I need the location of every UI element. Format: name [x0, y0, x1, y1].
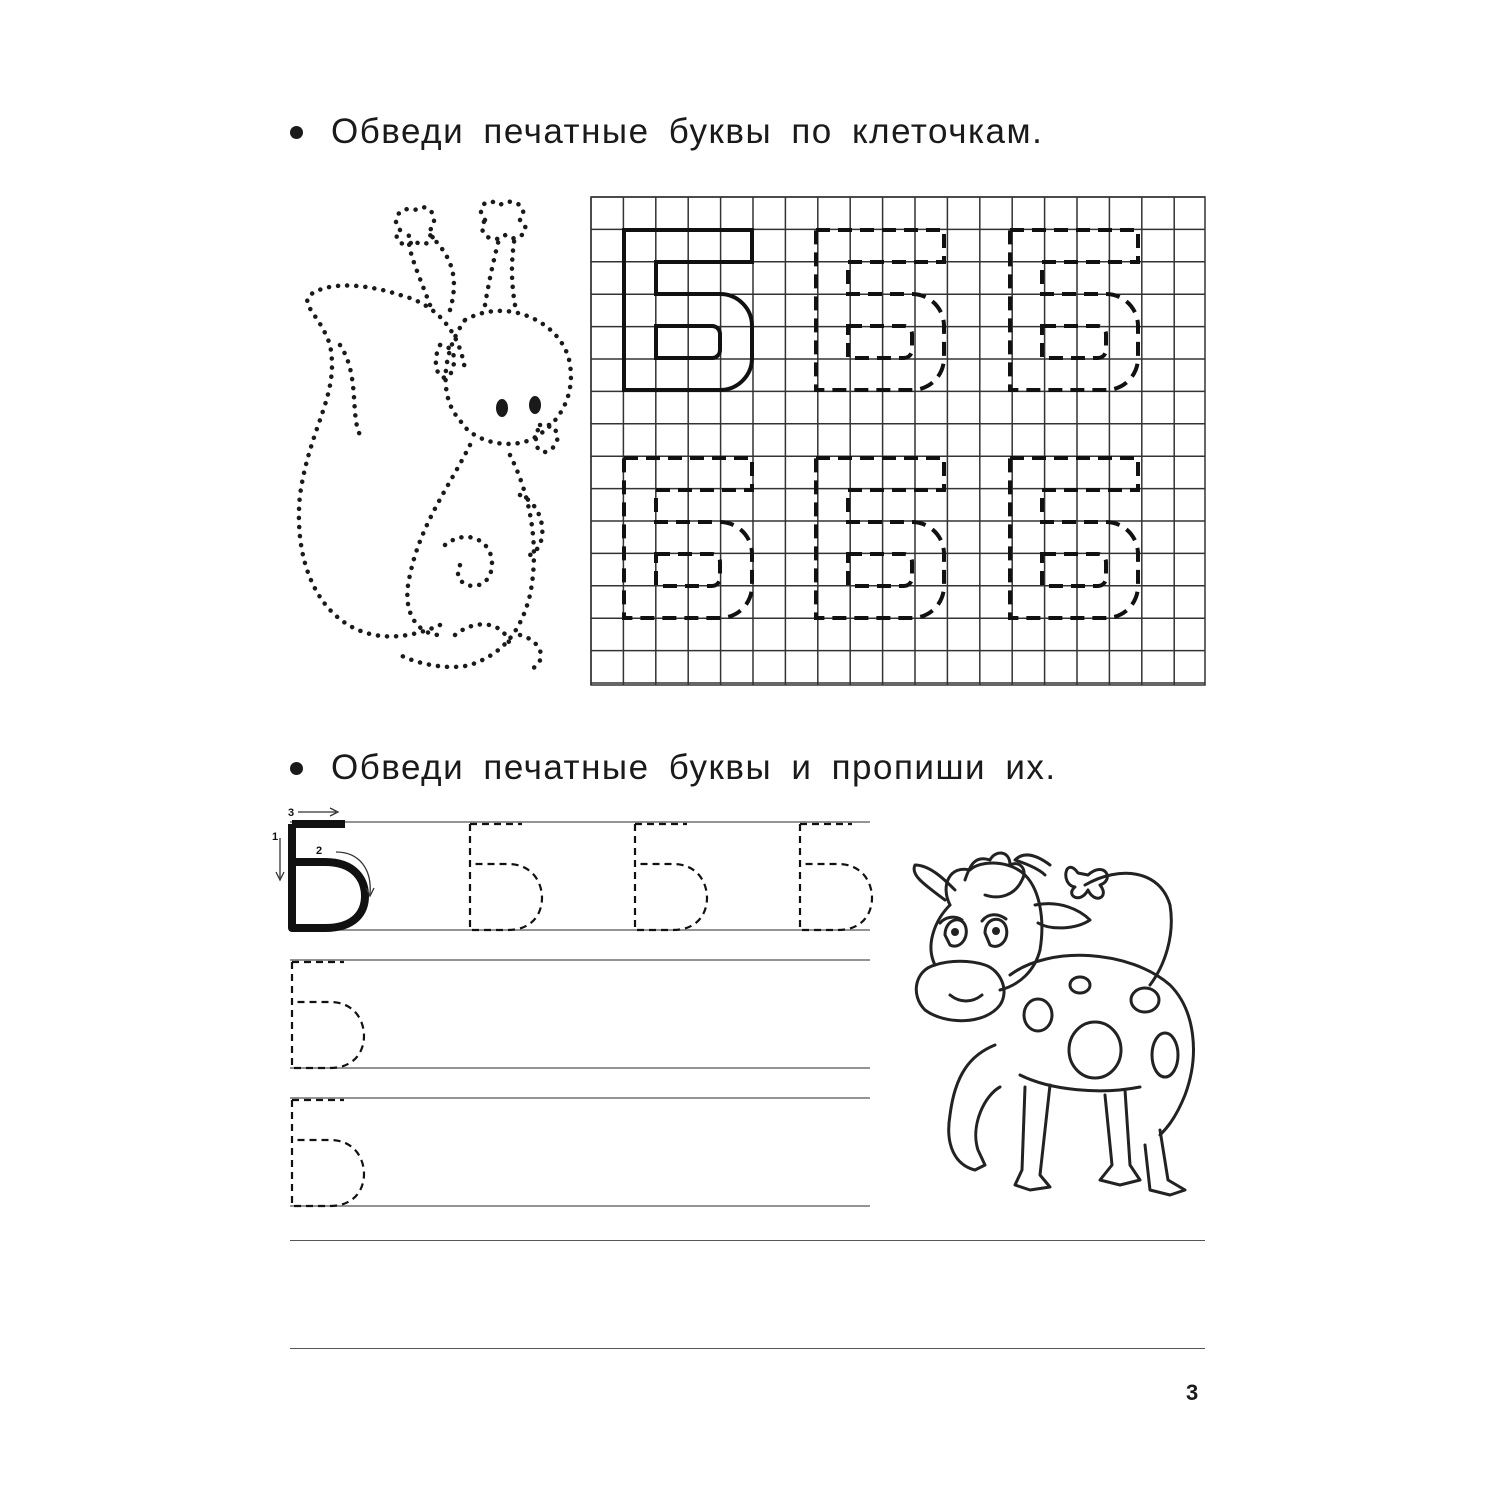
stroke-number: 3 [288, 807, 295, 819]
bullet-icon [290, 126, 303, 139]
handwriting-lines [270, 800, 890, 1220]
dashed-letter-be [816, 230, 944, 390]
stroke-number: 1 [272, 831, 279, 843]
example-letter-be [292, 824, 365, 928]
dashed-letter-be [1010, 230, 1138, 390]
stroke-number: 2 [316, 845, 323, 857]
dashed-letter-be [1010, 458, 1138, 618]
dashed-written-letter-be [800, 824, 872, 930]
dashed-written-letter-be [292, 1100, 364, 1206]
dashed-written-letter-be [292, 962, 364, 1068]
page-number: 3 [1186, 1380, 1199, 1405]
writing-line [290, 1240, 1205, 1241]
writing-line [290, 1348, 1205, 1349]
squirrel-eye [496, 399, 508, 417]
calf-illustration [900, 825, 1210, 1215]
letter-tracing-grid [590, 196, 1206, 686]
grid-lines [591, 197, 1205, 685]
dashed-written-letter-be [635, 824, 707, 930]
task-text: Обведи печатные буквы по клеточкам. [331, 112, 1044, 151]
squirrel-eye [529, 396, 541, 414]
dashed-written-letter-be [470, 824, 542, 930]
task-instruction-2 [290, 748, 1057, 788]
bullet-icon [290, 762, 303, 775]
dashed-letter-be [816, 458, 944, 618]
task-instruction-1 [290, 112, 1043, 152]
squirrel-dotted-illustration [290, 195, 590, 695]
task-text: Обведи печатные буквы и пропиши их. [331, 748, 1057, 787]
